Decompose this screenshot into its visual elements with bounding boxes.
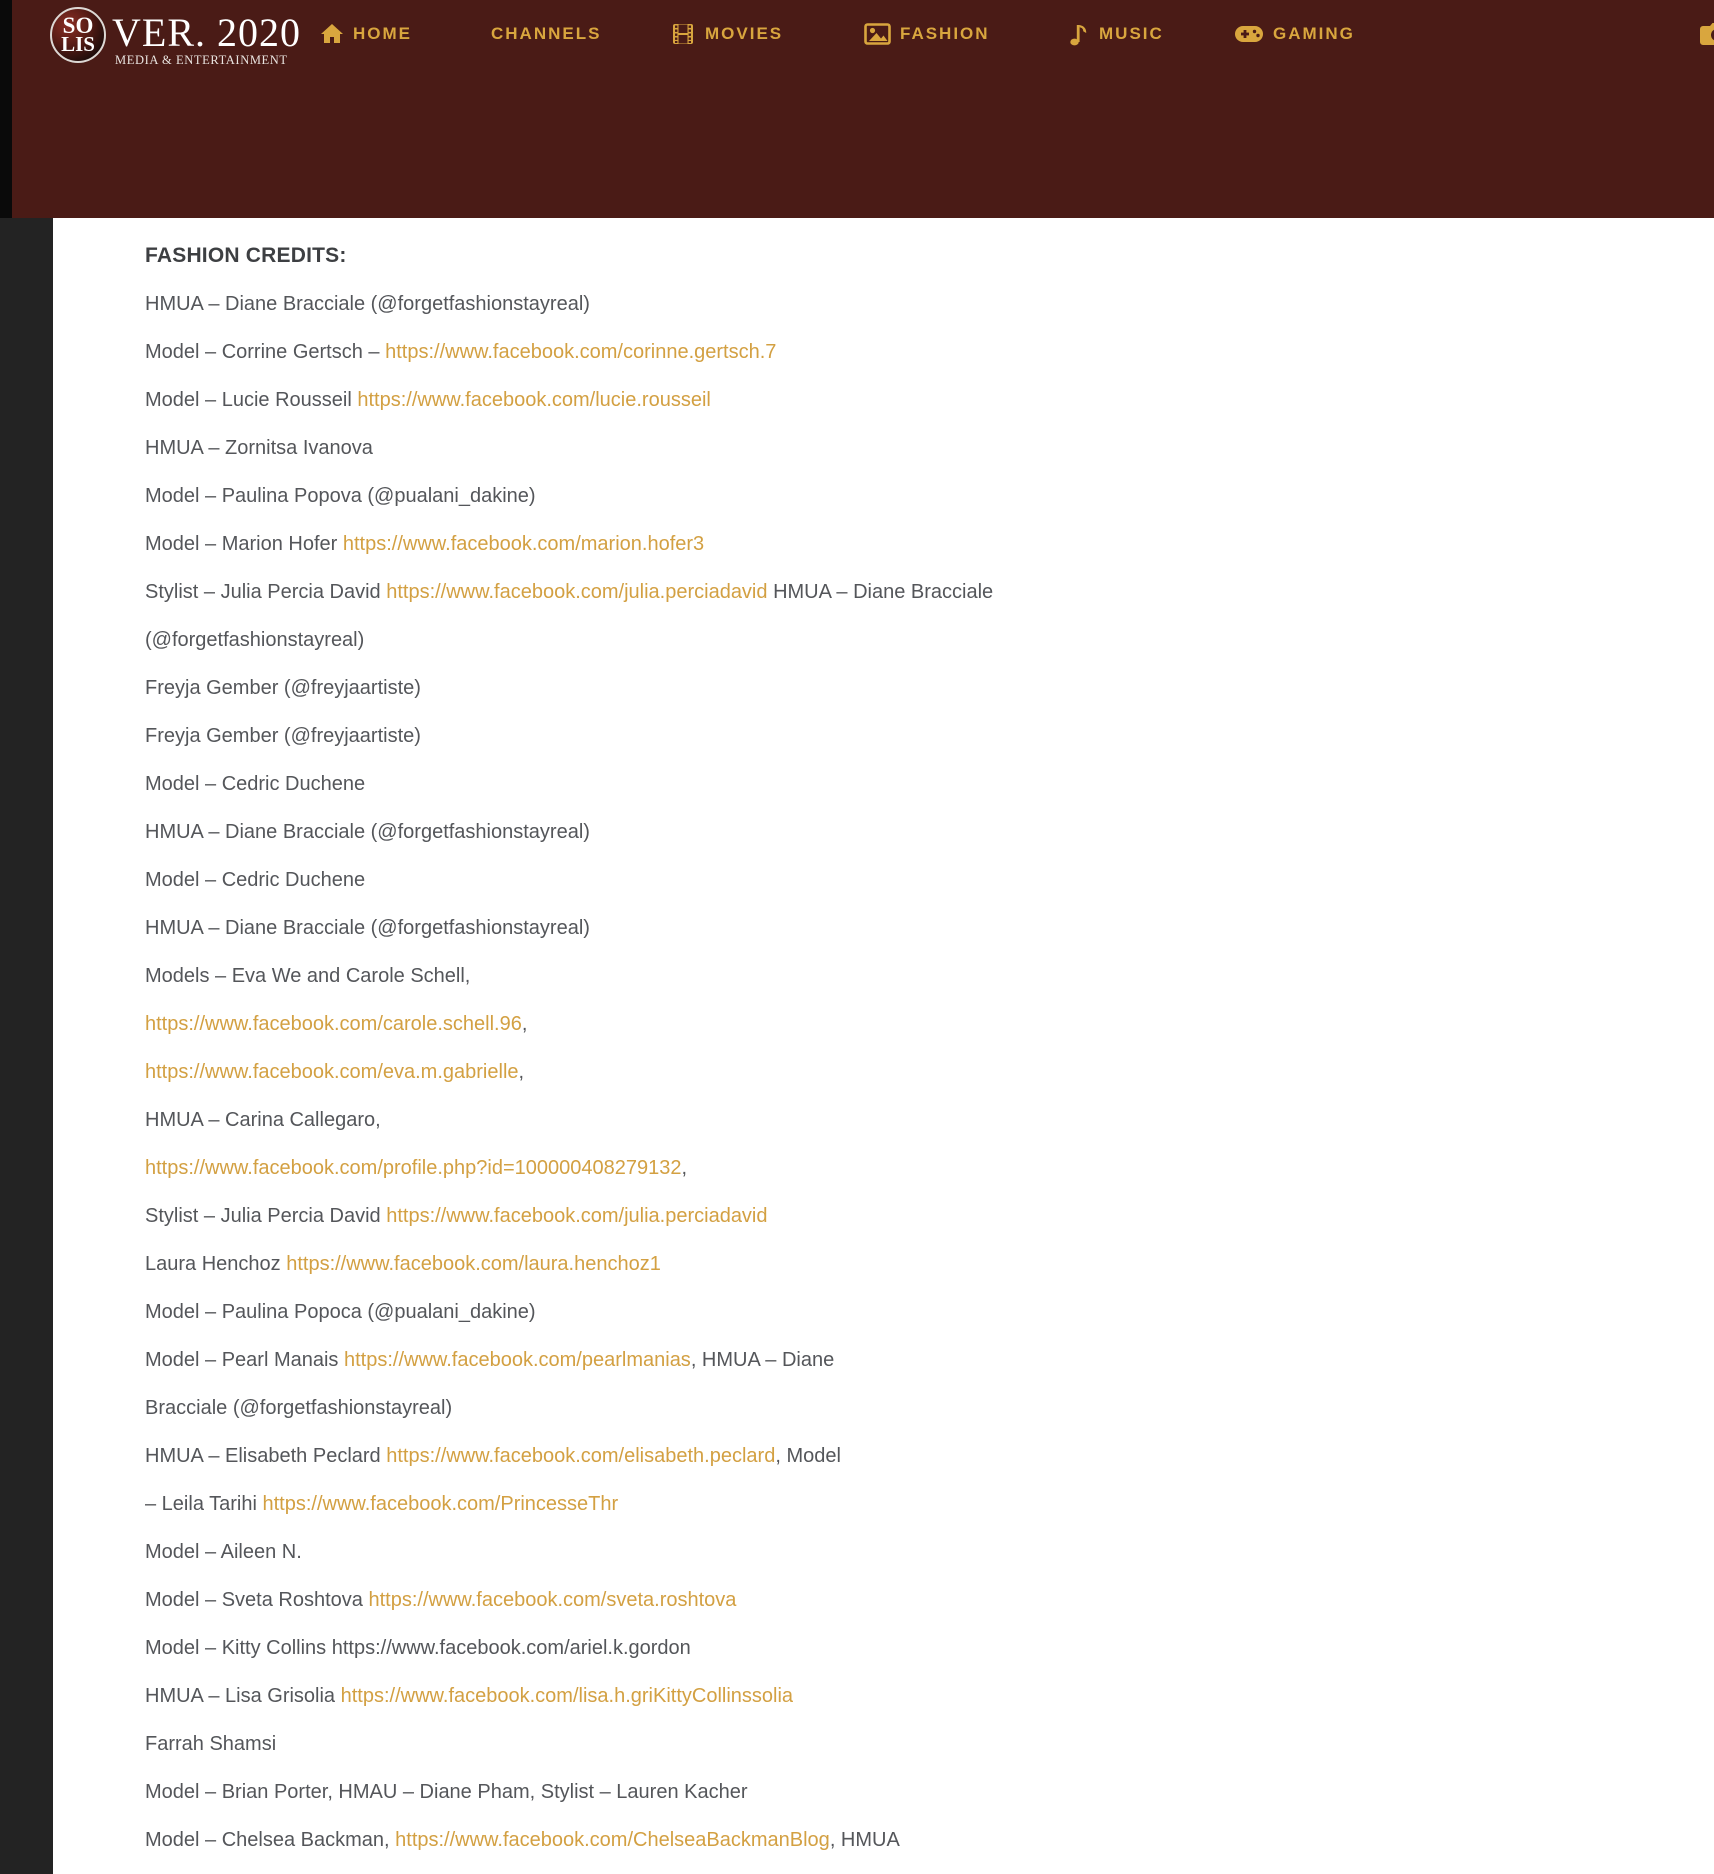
content-area bbox=[53, 218, 1714, 1874]
credit-text: HMUA – Diane Bracciale (@forgetfashionstayreal) bbox=[145, 293, 590, 315]
image-icon bbox=[864, 22, 891, 46]
credit-text: – Leila Tarihi bbox=[145, 1493, 263, 1515]
credit-text: Stylist – Julia Percia David bbox=[145, 1205, 387, 1227]
left-edge-strip bbox=[0, 218, 53, 1874]
credit-text: Model – Corrine Gertsch – bbox=[145, 341, 386, 363]
credit-line bbox=[145, 1720, 1714, 1768]
nav-label: MOVIES bbox=[705, 24, 784, 43]
credit-text: Model – Lucie Rousseil bbox=[145, 389, 358, 411]
nav-item-channels[interactable] bbox=[491, 18, 601, 50]
credit-line bbox=[145, 1000, 1714, 1048]
credit-link[interactable]: https://www.facebook.com/julia.perciadavid bbox=[386, 1205, 768, 1227]
credit-line bbox=[145, 808, 1714, 856]
credit-line bbox=[145, 1768, 1714, 1816]
credit-link[interactable]: https://www.facebook.com/marion.hofer3 bbox=[342, 533, 705, 555]
credit-link[interactable]: https://www.facebook.com/ChelseaBackmanBlog bbox=[395, 1829, 830, 1851]
credit-line bbox=[145, 1144, 1714, 1192]
credit-line bbox=[145, 376, 1714, 424]
credit-line bbox=[145, 1192, 1714, 1240]
brand-circle-top-text: SO bbox=[62, 12, 94, 38]
credit-text: Models – Eva We and Carole Schell, bbox=[145, 965, 471, 987]
credit-text: Laura Henchoz bbox=[145, 1253, 287, 1275]
nav-item-camera[interactable] bbox=[1700, 18, 1714, 50]
credit-text: HMUA – Lisa Grisolia bbox=[145, 1685, 341, 1707]
credit-text: Model – Kitty Collins https://www.facebook.com/ariel.k.gordon bbox=[145, 1637, 691, 1659]
credit-text: Model – Cedric Duchene bbox=[145, 773, 366, 795]
nav-label: GAMING bbox=[1273, 24, 1355, 43]
credit-line bbox=[145, 904, 1714, 952]
credit-text: HMUA – Carina Callegaro, bbox=[145, 1109, 381, 1131]
credit-text: Farrah Shamsi bbox=[145, 1733, 277, 1755]
brand-subtitle: MEDIA & ENTERTAINMENT bbox=[115, 53, 288, 67]
credit-text: HMUA – Elisabeth Peclard bbox=[145, 1445, 387, 1467]
nav-label: CHANNELS bbox=[491, 24, 602, 43]
credit-line bbox=[145, 1816, 1714, 1864]
credit-text: HMUA – Diane Bracciale (@forgetfashionstayreal) bbox=[145, 821, 590, 843]
nav-label: FASHION bbox=[900, 24, 990, 43]
credit-link[interactable]: https://www.facebook.com/laura.henchoz1 bbox=[286, 1253, 661, 1275]
credit-link[interactable]: https://www.facebook.com/lisa.h.griKittyCollinssolia bbox=[340, 1685, 794, 1707]
credit-text: Model – Paulina Popoca (@pualani_dakine) bbox=[145, 1301, 536, 1323]
credit-text: (@forgetfashionstayreal) bbox=[145, 629, 365, 651]
credit-text: Model – Marion Hofer bbox=[145, 533, 343, 555]
credit-line bbox=[145, 952, 1714, 1000]
credit-link[interactable]: https://www.facebook.com/julia.perciadavid bbox=[386, 581, 768, 603]
credit-line bbox=[145, 1672, 1714, 1720]
left-edge-strip-top bbox=[0, 0, 12, 218]
nav-item-fashion[interactable] bbox=[864, 18, 990, 50]
credit-text: , bbox=[518, 1061, 525, 1083]
credit-line bbox=[145, 1384, 1714, 1432]
credit-line bbox=[145, 712, 1714, 760]
music-note-icon bbox=[1068, 21, 1090, 47]
home-icon bbox=[320, 22, 344, 46]
gamepad-icon bbox=[1234, 23, 1264, 45]
credit-text: HMUA – Diane Bracciale (@forgetfashionstayreal) bbox=[145, 917, 590, 939]
credit-text: Stylist – Julia Percia David bbox=[145, 581, 387, 603]
credit-line bbox=[145, 280, 1714, 328]
credit-text: Model – Pearl Manais bbox=[145, 1349, 344, 1371]
credit-text: , bbox=[681, 1157, 688, 1179]
credit-text: HMUA – Zornitsa Ivanova bbox=[145, 437, 373, 459]
site-header bbox=[12, 0, 1714, 218]
credit-text: , Model bbox=[775, 1445, 841, 1467]
fashion-credits-heading: FASHION CREDITS: bbox=[145, 244, 347, 267]
credit-link[interactable]: https://www.facebook.com/sveta.roshtova bbox=[368, 1589, 737, 1611]
credit-line bbox=[145, 1096, 1714, 1144]
nav-item-music[interactable] bbox=[1068, 18, 1164, 50]
credit-line bbox=[145, 664, 1714, 712]
credit-text: Model – Aileen N. bbox=[145, 1541, 302, 1563]
credit-text: , HMUA – Diane bbox=[690, 1349, 835, 1371]
credit-line bbox=[145, 1624, 1714, 1672]
credit-text: Model – Chelsea Backman, bbox=[145, 1829, 396, 1851]
credit-line bbox=[145, 1240, 1714, 1288]
credit-line bbox=[145, 520, 1714, 568]
credit-link[interactable]: https://www.facebook.com/eva.m.gabrielle bbox=[145, 1061, 519, 1083]
credit-text: HMUA – Diane Bracciale bbox=[767, 581, 994, 603]
credit-text: Model – Sveta Roshtova bbox=[145, 1589, 369, 1611]
credit-text: Model – Paulina Popova (@pualani_dakine) bbox=[145, 485, 536, 507]
credit-line bbox=[145, 328, 1714, 376]
nav-item-movies[interactable] bbox=[670, 18, 783, 50]
brand-circle-bottom-text: LIS bbox=[61, 31, 95, 56]
credit-line bbox=[145, 760, 1714, 808]
credit-line bbox=[145, 568, 1714, 616]
credit-line bbox=[145, 1336, 1714, 1384]
credit-link[interactable]: https://www.facebook.com/lucie.rousseil bbox=[357, 389, 711, 411]
credit-link[interactable]: https://www.facebook.com/profile.php?id=100000408279132 bbox=[145, 1157, 682, 1179]
credit-line bbox=[145, 472, 1714, 520]
credit-text: Model – Cedric Duchene bbox=[145, 869, 366, 891]
credit-text: Bracciale (@forgetfashionstayreal) bbox=[145, 1397, 453, 1419]
credits-list bbox=[145, 280, 1714, 1864]
credit-text: Freyja Gember (@freyjaartiste) bbox=[145, 677, 421, 699]
brand-title: VER. 2020 bbox=[112, 10, 301, 55]
camera-icon bbox=[1700, 20, 1714, 48]
credit-link[interactable]: https://www.facebook.com/pearlmanias bbox=[343, 1349, 691, 1371]
credit-line bbox=[145, 424, 1714, 472]
credit-text: Model – Brian Porter, HMAU – Diane Pham, Stylist – Lauren Kacher bbox=[145, 1781, 748, 1803]
brand-logo[interactable] bbox=[38, 4, 301, 68]
credit-link[interactable]: https://www.facebook.com/corinne.gertsch.7 bbox=[385, 341, 777, 363]
nav-label: MUSIC bbox=[1099, 24, 1164, 43]
credit-line bbox=[145, 1432, 1714, 1480]
credit-line bbox=[145, 1048, 1714, 1096]
credit-link[interactable]: https://www.facebook.com/elisabeth.peclard bbox=[386, 1445, 776, 1467]
credit-text: , HMUA bbox=[829, 1829, 900, 1851]
credit-link[interactable]: https://www.facebook.com/PrincesseThr bbox=[262, 1493, 619, 1515]
credit-line bbox=[145, 1288, 1714, 1336]
brand-circle-logo bbox=[50, 7, 106, 63]
credit-line bbox=[145, 1480, 1714, 1528]
credit-line bbox=[145, 1576, 1714, 1624]
nav-item-home[interactable] bbox=[320, 18, 412, 50]
credit-line bbox=[145, 1528, 1714, 1576]
nav-label: HOME bbox=[353, 24, 412, 43]
film-icon bbox=[670, 21, 696, 47]
credit-text: Freyja Gember (@freyjaartiste) bbox=[145, 725, 421, 747]
credit-link[interactable]: https://www.facebook.com/carole.schell.96 bbox=[145, 1013, 522, 1035]
credit-text: , bbox=[521, 1013, 528, 1035]
credit-line bbox=[145, 856, 1714, 904]
credit-line bbox=[145, 616, 1714, 664]
nav-item-gaming[interactable] bbox=[1234, 18, 1355, 50]
